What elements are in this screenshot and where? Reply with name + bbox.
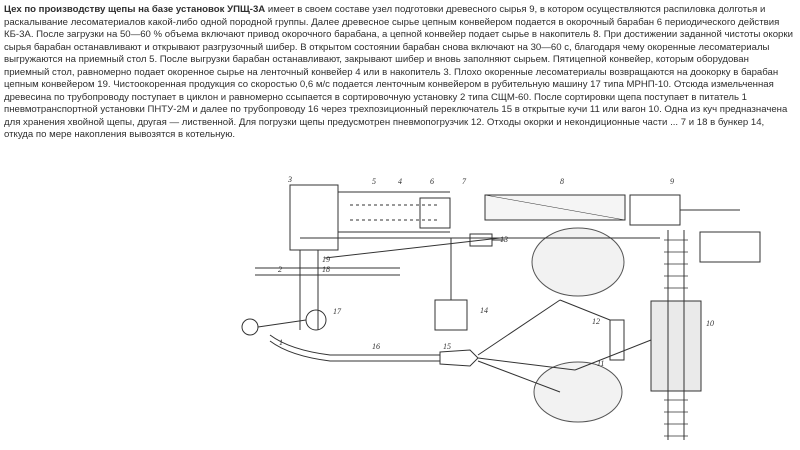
- chip-pile-lower: [534, 362, 622, 422]
- drum-drive-housing: [290, 185, 338, 250]
- label-19: 19: [322, 255, 330, 264]
- label-9: 9: [670, 177, 674, 186]
- label-14: 14: [480, 306, 488, 315]
- pneumatic-loader-12: [610, 320, 624, 360]
- railway-wagon: [651, 301, 701, 391]
- article-text: [4, 4, 796, 142]
- label-12: 12: [592, 317, 600, 326]
- label-17: 17: [333, 307, 341, 316]
- raw-material-unit-9: [630, 195, 680, 225]
- article-title: Цех по производству щепы на базе установок УПЩ-3А: [4, 4, 266, 15]
- label-3: 3: [288, 175, 292, 184]
- saw-unit: [700, 232, 760, 262]
- label-16: 16: [372, 342, 380, 351]
- feeder-1: [242, 319, 258, 335]
- waste-bunker-14: [435, 300, 467, 330]
- label-1: 1: [279, 338, 283, 347]
- label-2: 2: [278, 265, 282, 274]
- label-5: 5: [372, 177, 376, 186]
- label-18: 18: [322, 265, 330, 274]
- chipper-17: [306, 310, 326, 330]
- article-body: имеет в своем составе узел подготовки древесного сырья 9, в котором осуществляются распиловка долготья и раскалывание лесоматериалов какой-либо одной породной группы. Далее древесное сырье цепным конвейером подается в окорочный барабан 6 периодического действия КБ-3А. После загрузки на 50—60 % объема включают привод окорочного барабана, а цепной конвейер подает сырье в накопитель 8. При достижении заданной чистоты окорки сырья барабан останавливают и открывают разгрузочный шибер. В открытом состоянии барабан снова включают на 30—60 с, благодаря чему окоренные лесоматериалы выгружаются на приемный стол 5. После выгрузки барабан останавливают, закрывают шибер и вновь заполняют сырьем. Пятицепной конвейер, которым оборудован приемный стол, равномерно подает окоренное сырье на ленточный конвейер 4 или в накопитель 3. Плохо окоренные лесоматериалы возвращаются на доокорку в барабан цепным конвейером 19. Чистоокоренная продукция со скоростью 0,6 м/с подается ленточным конвейером в рубительную машину 17 типа МРНП-10. Отсюда измельченная древесина по трубопроводу поступает в циклон и равномерно ссыпается в сортировочную установку 2 типа СЩМ-60. После сортировки щепа поступает в питатель 1 пневмотранспортной установки ПНТУ-2М и далее по трубопроводу 16 через трехпозиционный переключатель 15 в открытые кучи 11 или вагон 10. Одна из куч предназначена для хранения хвойной щепы, другая — лиственной. Для погрузки щепы предусмотрен пневмопогрузчик 12. Отходы окорки и некондиционные части ... 7 и 18 в бункер 14, откуда по мере накопления вывозятся в котельную.: [4, 4, 793, 140]
- pipeline-16: [270, 335, 440, 355]
- label-11: 11: [597, 359, 605, 368]
- label-15: 15: [443, 342, 451, 351]
- label-6: 6: [430, 177, 434, 186]
- label-7: 7: [462, 177, 466, 186]
- label-4: 4: [398, 177, 402, 186]
- debarking-drum-6: [420, 198, 450, 228]
- label-8: 8: [560, 177, 564, 186]
- three-way-switch-15: [440, 350, 478, 366]
- label-10: 10: [706, 319, 714, 328]
- label-13: 13: [500, 235, 508, 244]
